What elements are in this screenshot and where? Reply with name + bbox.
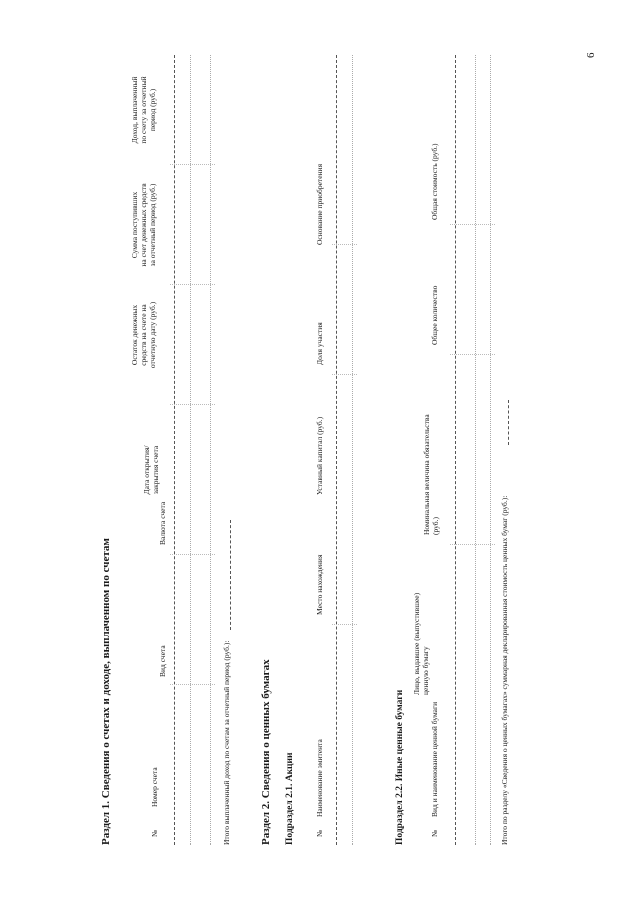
s1-col-number: №: [150, 829, 159, 837]
s1-col-open-close-date: Дата открытия/ закрытия счета: [142, 445, 160, 495]
s1-col-income-paid: Доход, выплаченный по счету за отчетный период (руб.): [130, 76, 157, 144]
s22-row-line-2: [475, 55, 476, 845]
col-sep: [170, 554, 215, 555]
col-sep: [332, 624, 357, 625]
s22-col-total-value: Общая стоимость (руб.): [430, 143, 439, 220]
s1-row-line-3: [210, 55, 211, 845]
s22-col-nominal: Номинальная величина обязательства (руб.): [422, 414, 440, 535]
col-sep: [170, 684, 215, 685]
s22-col-quantity: Общее количество: [430, 285, 439, 345]
s1-col-currency: Валюта счета: [158, 501, 167, 545]
s1-row-line-2: [190, 55, 191, 845]
s21-col-location: Место нахождения: [315, 554, 324, 615]
s21-col-issuer: Наименование эмитента: [315, 739, 324, 817]
rotated-form-page: [100, 52, 620, 845]
col-sep: [332, 374, 357, 375]
col-sep: [450, 544, 495, 545]
s1-col-received-sum: Сумма поступивших на счет денежных средств за отчетный период (руб.): [130, 183, 157, 267]
s22-col-type-name: Вид и наименование ценной бумаги: [430, 701, 439, 817]
sub2-title: Подраздел 2.2. Иные ценные бумаги: [395, 689, 405, 845]
col-sep: [332, 244, 357, 245]
s21-col-number: №: [315, 829, 324, 837]
s2-total-blank: [508, 400, 509, 445]
s1-row-line: [174, 55, 175, 845]
col-sep: [170, 404, 215, 405]
col-sep: [450, 224, 495, 225]
section1-title: Раздел 1. Сведения о счетах и доходе, выплаченном по счетам: [100, 538, 112, 845]
s1-col-balance: Остаток денежных средств на счете на отчетную дату (руб.): [130, 301, 157, 369]
s21-row-line: [336, 55, 337, 845]
s21-col-capital: Уставный капитал (руб.): [315, 416, 324, 495]
s22-row-line-3: [490, 55, 491, 845]
col-sep: [170, 284, 215, 285]
s1-col-account-type: Вид счета: [158, 645, 167, 677]
s21-row-line-2: [352, 55, 353, 845]
s2-total: Итого по разделу «Сведения о ценных бумагах» суммарная декларированная стоимость ценных бумаг (руб.):: [500, 495, 509, 845]
page-number: 6: [585, 52, 597, 58]
s1-col-account-number: Номер счета: [150, 767, 159, 807]
s1-total: Итого выплаченный доход по счетам за отчетный период (руб.):: [222, 640, 231, 845]
col-sep: [170, 164, 215, 165]
s22-row-line: [455, 55, 456, 845]
s22-col-issuer: Лицо, выдавшее (выпустившее) ценную бумагу: [412, 592, 430, 695]
s21-col-basis: Основание приобретения: [315, 163, 324, 245]
s1-total-blank: [230, 520, 231, 630]
col-sep: [450, 354, 495, 355]
sub1-title: Подраздел 2.1. Акции: [285, 752, 295, 845]
s22-col-number: №: [430, 829, 439, 837]
s21-col-share: Доля участия: [315, 322, 324, 365]
section2-title: Раздел 2. Сведения о ценных бумагах: [260, 659, 272, 845]
